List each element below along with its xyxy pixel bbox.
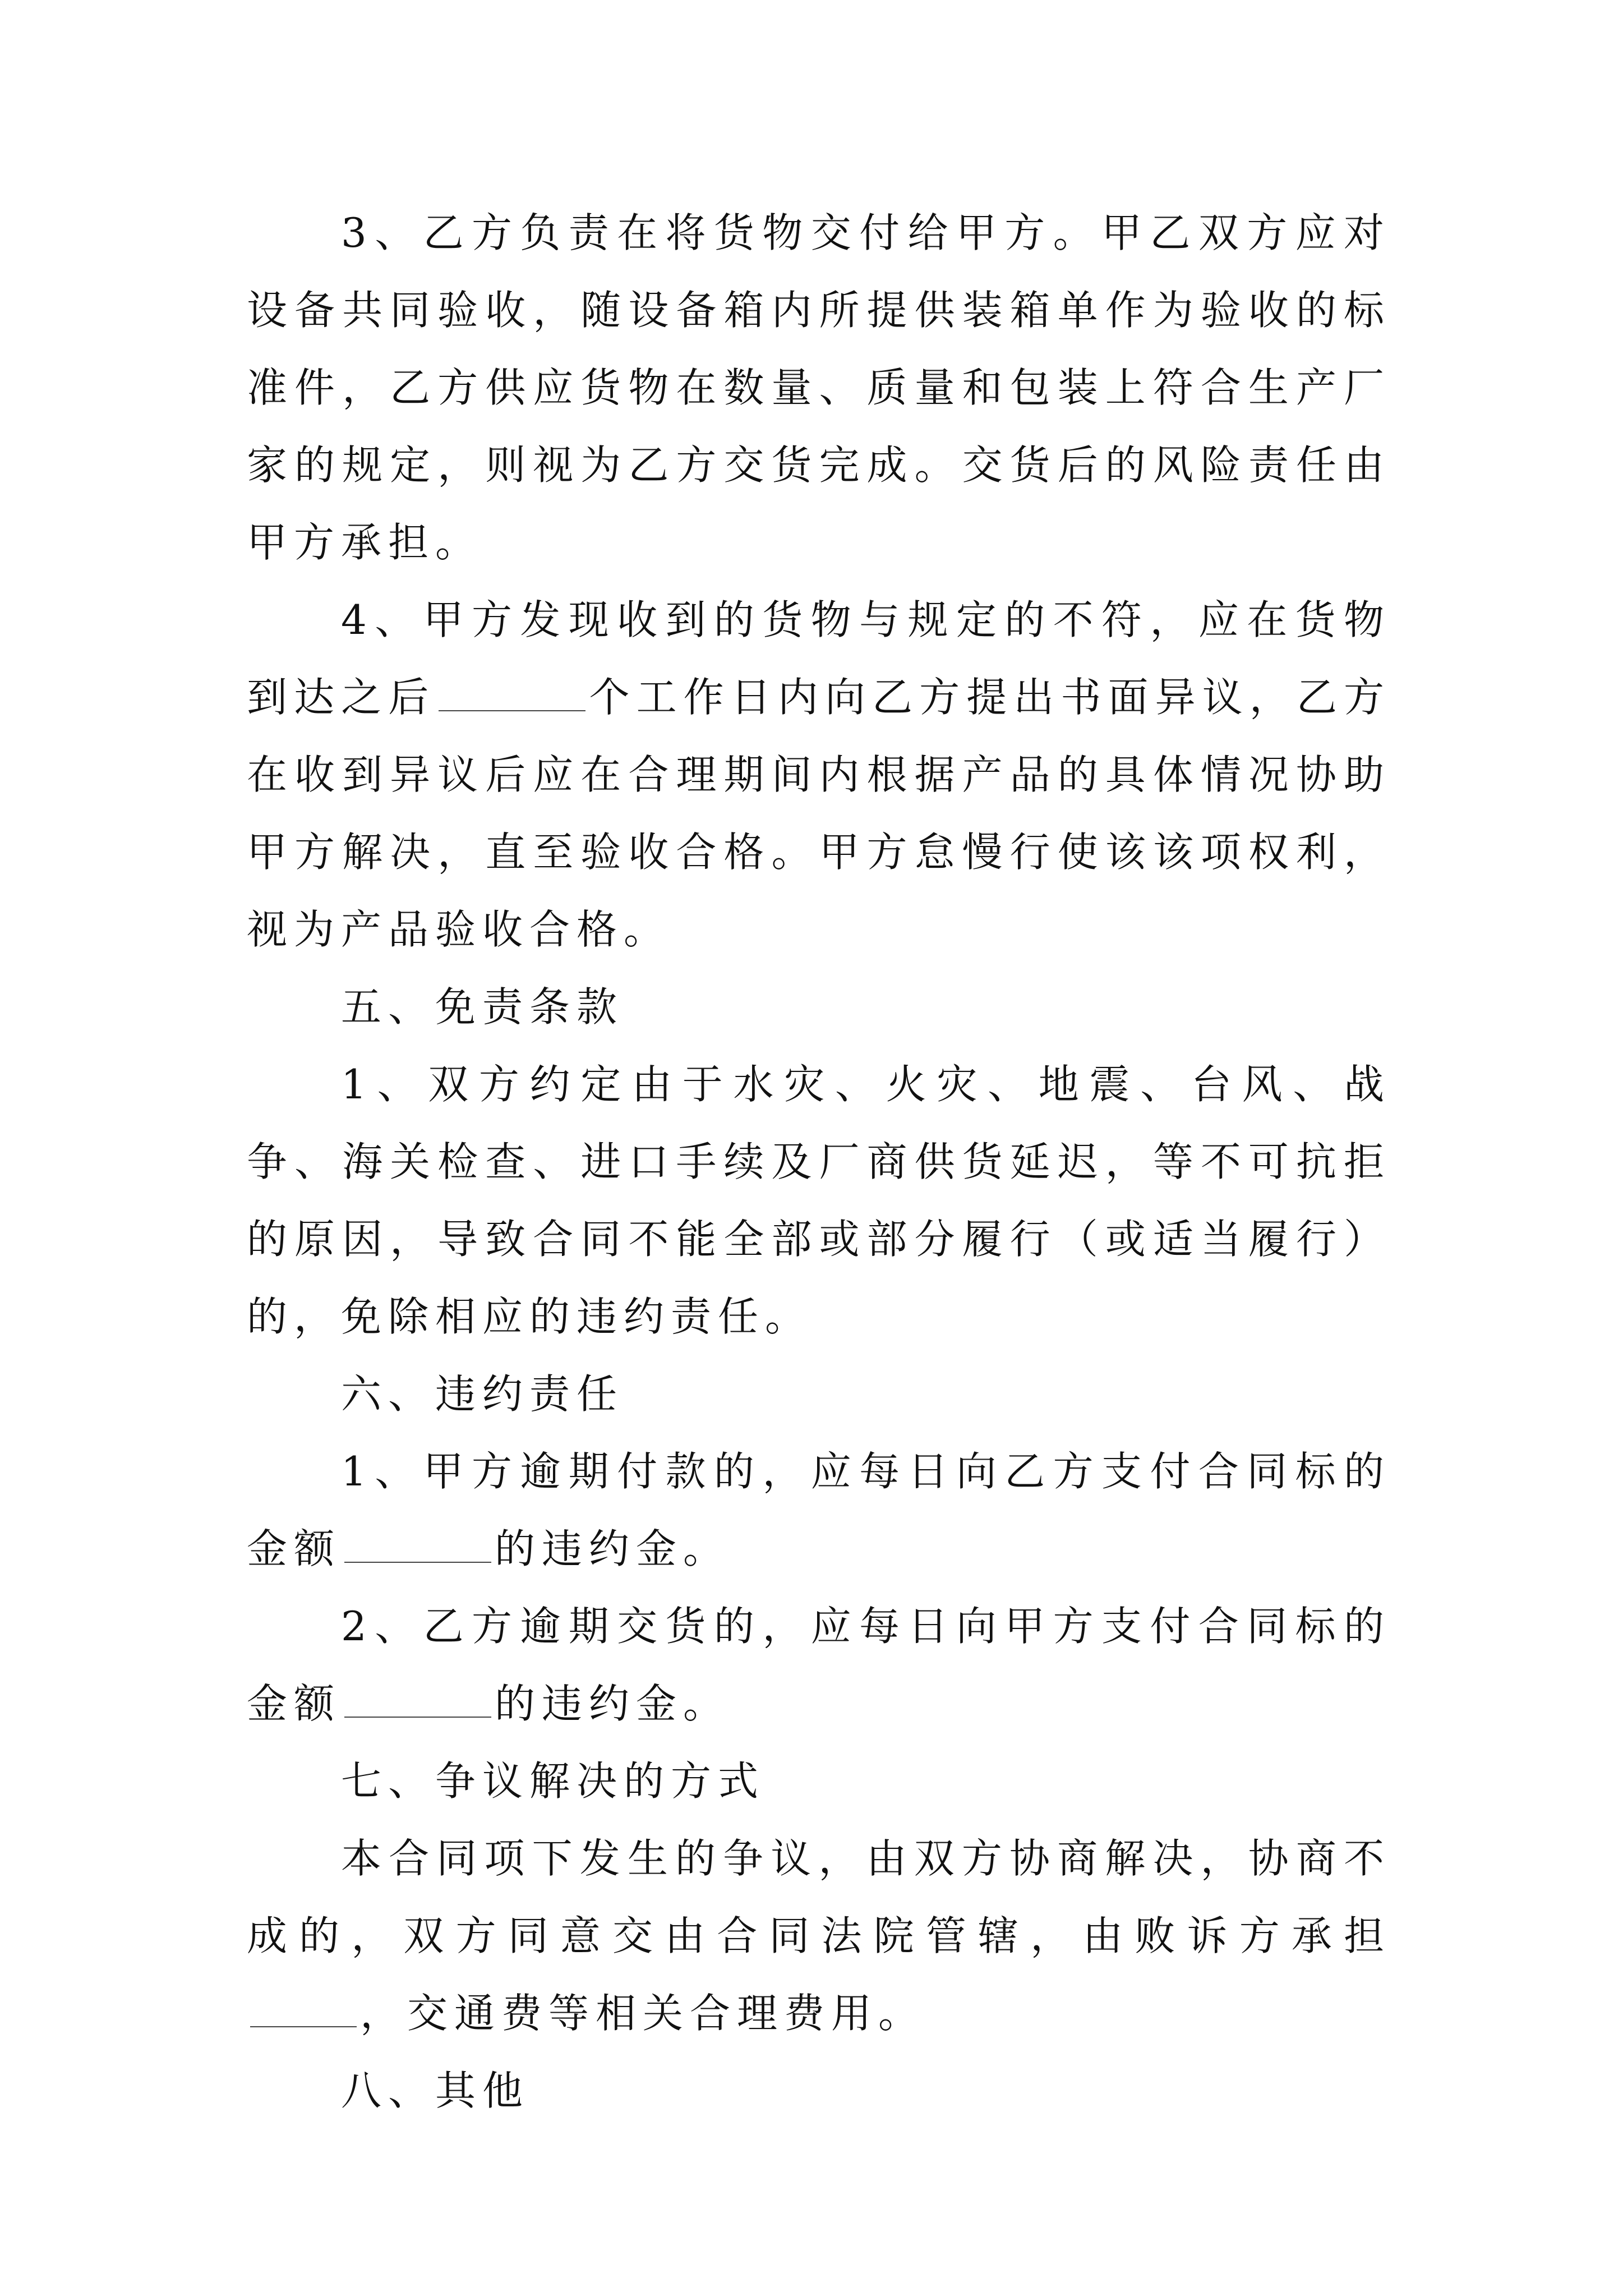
breach-clause-1 — [247, 1433, 1391, 1588]
breach-clause-2 — [247, 1588, 1391, 1742]
clause-4-text-end: 个工作日内向乙方提出书面异议，乙方在收到异议后应在合理期间内根据产品的具体情况协助甲方解决，直至验收合格。甲方怠慢行使该该项权利，视为产品验收合格。 — [247, 674, 1391, 953]
document-body — [247, 194, 1391, 2129]
breach-clause-1-text: 1、甲方逾期付款的，应每日向乙方支付合同标的金额 — [247, 1448, 1391, 1572]
breach-clause-2-text: 2、乙方逾期交货的，应每日向甲方支付合同标的金额 — [247, 1603, 1391, 1727]
dispute-clause — [247, 1820, 1391, 2052]
breach-clause-2-end: 的违约金。 — [495, 1680, 731, 1727]
section-5-heading: 五、免责条款 — [341, 983, 624, 1030]
late-delivery-rate-blank — [344, 1683, 491, 1718]
clause-3-paragraph — [247, 194, 1391, 581]
section-6-heading: 六、违约责任 — [341, 1370, 624, 1418]
cost-blank — [250, 1993, 357, 2027]
clause-4-text-start: 4、甲方发现收到的货物与规定的不符，应在货物到达之后 — [247, 596, 1391, 721]
workdays-blank — [439, 677, 585, 711]
section-8-heading: 八、其他 — [341, 2067, 530, 2114]
exemption-clause-1: 1、双方约定由于水灾、火灾、地震、台风、战争、海关检查、进口手续及厂商供货延迟，等不可抗拒的原因，导致合同不能全部或部分履行（或适当履行）的，免除相应的违约责任。 — [247, 1061, 1391, 1340]
late-payment-rate-blank — [344, 1528, 491, 1563]
breach-clause-1-end: 的违约金。 — [495, 1525, 731, 1572]
clause-3-text: 3、乙方负责在将货物交付给甲方。甲乙双方应对设备共同验收，随设备箱内所提供装箱单作为验收的标准件，乙方供应货物在数量、质量和包装上符合生产厂家的规定，则视为乙方交货完成。交货后的风险责任由甲方承担。 — [247, 209, 1391, 566]
dispute-clause-text: 本合同项下发生的争议，由双方协商解决，协商不成的，双方同意交由合同法院管辖，由败诉方承担 — [247, 1835, 1391, 1959]
clause-4-paragraph — [247, 581, 1391, 968]
section-7-heading: 七、争议解决的方式 — [341, 1757, 766, 1805]
dispute-clause-end: ，交通费等相关合理费用。 — [360, 1990, 926, 2037]
